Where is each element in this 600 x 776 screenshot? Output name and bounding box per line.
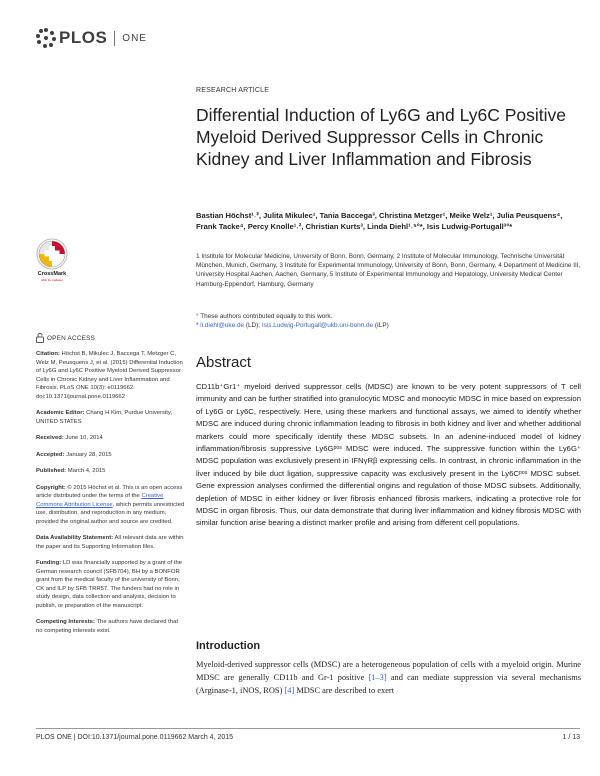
- author-list: Bastian Höchst¹˒², Julita Mikulec¹, Tania Baccega³, Christina Metzger¹, Meike Welz¹, Julia Peusquens⁴, Frank Tacke⁴, Percy Knolle¹˒², Christian Kurts³, Linda Diehl¹˒⁵°*, Isis Ludwig-Portugall³°*: [196, 211, 563, 231]
- email-link-ilp[interactable]: Isis.Ludwig-Portugall@ukb.uni-bonn.de: [261, 322, 374, 330]
- copyright-block: Copyright: © 2015 Höchst et al. This is an open access article distributed under the terms of the Creative Commons Attribution License, which permits unrestricted use, distribution, and reproduction in any medium, provided the original author and source are credited.: [36, 484, 185, 525]
- introduction-heading: Introduction: [196, 640, 261, 652]
- footer-divider: [36, 728, 580, 729]
- logo-divider: [114, 31, 115, 46]
- affiliations: 1 Institute for Molecular Medicine, University of Bonn, Bonn, Germany, 2 Institute of Molecular Immunology, Technische Universität München, Munich, Germany, 3 Institute for Experimental Immunology, University of Bonn, Bonn, Germany, 4 Department of Medicine III, University Hospital Aachen, Aachen, Germany, 5 Institute of Experimental Immunology and Hepatology, University Medical Center Hamburg-Eppendorf, Hamburg, Germany: [196, 253, 581, 288]
- data-availability-block: Data Availability Statement: All relevant data are within the paper and its Supporting Information files.: [36, 535, 184, 550]
- license-link[interactable]: Creative Commons Attribution License: [36, 493, 164, 508]
- reference-link-1-3[interactable]: [1–3]: [368, 673, 387, 682]
- article-title: Differential Induction of Ly6G and Ly6C Positive Myeloid Derived Suppressor Cells in Chronic Kidney and Liver Inflammation and Fibrosis: [196, 105, 566, 169]
- published-block: Published: March 4, 2015: [36, 468, 106, 474]
- competing-interests-block: Competing Interests: The authors have declared that no competing interests exist.: [36, 619, 178, 634]
- open-lock-icon: [36, 333, 44, 343]
- plos-dots-icon: [36, 28, 56, 48]
- journal-name: ONE: [122, 32, 147, 44]
- crossmark-badge[interactable]: [36, 238, 68, 282]
- citation-block: Citation: Höchst B, Mikulec J, Baccega T, Metzger C, Welz M, Peusquens J, et al. (2015) Differential Induction of Ly6G and Ly6C Positive Myeloid Derived Suppressor Cells in Chronic Kidney and Liver Inflammation and Fibrosis. PLoS ONE 10(3): e0119662. doi:10.1371/journal.pone.0119662: [36, 351, 183, 400]
- abstract-text: CD11b⁺Gr1⁺ myeloid derived suppressor cells (MDSC) are known to be very potent suppressors of T cell immunity and can be further stratified into granulocytic MDSC and monocytic MDSC in mice based on expression of Ly6G or Ly6C, respectively. Here, using these markers and functional assays, we aimed to identify whether MDSC are induced during chronic inflammation leading to fibrosis in both kidney and liver and whether additional markers could more specifically identify these MDSC subsets. In an adenine-induced model of kidney inflammation/fibrosis suppressive Ly6Gᵖᵒˢ MDSC were induced. The suppressive function within the Ly6G⁺ MDSC population was exclusively present in IFNγRβ expressing cells. In contrast, in chronic inflammation in the liver induced by bile duct ligation, suppressive capacity was exclusively present in the Ly6Cᵖᵒˢ MDSC subset. Gene expression analyses confirmed the differential origins and regulation of those MDSC subsets. Additionally, depletion of MDSC in either kidney or liver fibrosis enhanced fibrosis markers, indicating a protective role for MDSC in organ fibrosis. Thus, our data demonstrate that during liver inflammation and kidney fibrosis MDSC with similar function arise bearing a distinct marker profile and arising from different cell populations.: [196, 382, 581, 528]
- article-sidebar: [36, 350, 186, 643]
- contributions: [196, 312, 581, 330]
- received-block: Received: June 10, 2014: [36, 435, 103, 441]
- abstract-heading: Abstract: [196, 354, 252, 371]
- funding-block: Funding: LD was financially supported by a grant of the German research council (SFB704), BH by a BONFOR grant from the medical faculty of the university of Bonn, CK and ILP by SFB TRR57. The funders had no role in study design, data collection and analysis, decision to publish, or preparation of the manuscript.: [36, 560, 183, 609]
- crossmark-label: CrossMark: [37, 271, 67, 277]
- equal-contribution-note: ° These authors contributed equally to this work.: [196, 313, 333, 320]
- page-number: 1 / 13: [562, 734, 580, 741]
- correspondence: * li.diehl@uke.de (LD); Isis.Ludwig-Portugall@ukb.uni-bonn.de (ILP): [196, 322, 389, 330]
- plos-logo: [36, 28, 147, 48]
- editor-block: Academic Editor: Chang H Kim, Purdue University, UNITED STATES: [36, 410, 173, 425]
- introduction-text: Myeloid-derived suppressor cells (MDSC) are a heterogeneous population of cells with a myeloid origin. Murine MDSC are generally CD11b and Gr-1 positive [1–3] and can mediate suppression via several mechanisms (Arginase-1, iNOS, ROS) [4] MDSC are described to exert: [196, 660, 581, 695]
- reference-link-4[interactable]: [4]: [284, 686, 295, 695]
- open-access-label: OPEN ACCESS: [47, 334, 96, 342]
- crossmark-sub: click for updates: [41, 278, 63, 282]
- crossmark-icon: [36, 238, 68, 270]
- email-link-ld[interactable]: li.diehl@uke.de: [200, 322, 245, 330]
- article-type: RESEARCH ARTICLE: [196, 87, 270, 94]
- accepted-block: Accepted: January 28, 2015: [36, 451, 112, 458]
- open-access-badge: [36, 333, 95, 343]
- footer-citation: PLOS ONE | DOI:10.1371/journal.pone.0119662 March 4, 2015: [36, 734, 234, 741]
- plos-brand: PLOS: [59, 28, 108, 47]
